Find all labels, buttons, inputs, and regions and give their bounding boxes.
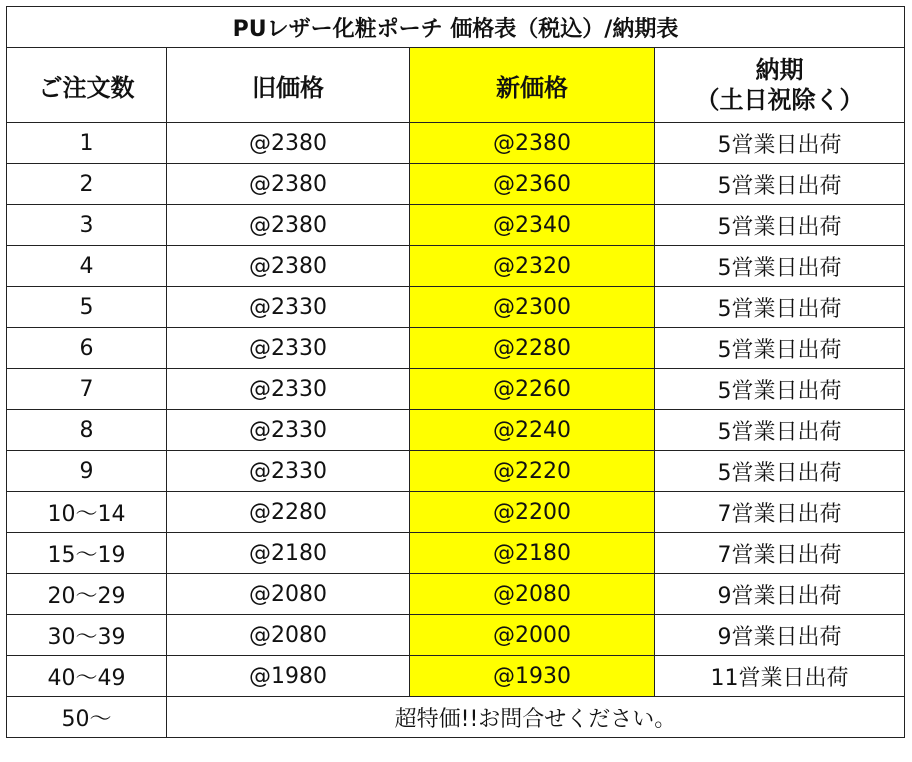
price-table-sheet [6, 6, 904, 758]
cell-new-price: @2360 [410, 164, 655, 205]
cell-quantity: 40〜49 [7, 656, 167, 697]
cell-delivery: 9営業日出荷 [655, 574, 905, 615]
header-delivery-line2: （土日祝除く） [695, 86, 864, 114]
cell-new-price: @2320 [410, 246, 655, 287]
header-quantity: ご注文数 [7, 48, 167, 123]
cell-old-price: @2330 [167, 369, 410, 410]
table-row [7, 246, 905, 287]
cell-old-price: @2080 [167, 615, 410, 656]
cell-quantity: 1 [7, 123, 167, 164]
table-row [7, 410, 905, 451]
cell-delivery: 5営業日出荷 [655, 287, 905, 328]
cell-delivery: 7営業日出荷 [655, 533, 905, 574]
cell-new-price: @2380 [410, 123, 655, 164]
cell-old-price: @2330 [167, 451, 410, 492]
cell-old-price: @2330 [167, 328, 410, 369]
table-row [7, 451, 905, 492]
cell-quantity: 9 [7, 451, 167, 492]
cell-quantity: 5 [7, 287, 167, 328]
cell-new-price: @2200 [410, 492, 655, 533]
cell-delivery: 5営業日出荷 [655, 246, 905, 287]
cell-old-price: @2380 [167, 205, 410, 246]
table-row [7, 369, 905, 410]
last-row-note: 超特価!!お問合せください。 [167, 697, 905, 738]
cell-delivery: 5営業日出荷 [655, 410, 905, 451]
cell-delivery: 11営業日出荷 [655, 656, 905, 697]
cell-new-price: @1930 [410, 656, 655, 697]
table-row [7, 287, 905, 328]
cell-new-price: @2080 [410, 574, 655, 615]
cell-quantity: 7 [7, 369, 167, 410]
header-delivery [655, 48, 905, 123]
cell-new-price: @2300 [410, 287, 655, 328]
table-row [7, 656, 905, 697]
cell-delivery: 5営業日出荷 [655, 369, 905, 410]
cell-new-price: @2180 [410, 533, 655, 574]
cell-delivery: 5営業日出荷 [655, 123, 905, 164]
cell-old-price: @2330 [167, 287, 410, 328]
table-row [7, 123, 905, 164]
last-row-quantity: 50〜 [7, 697, 167, 738]
header-delivery-line1: 納期 [755, 56, 804, 84]
cell-quantity: 8 [7, 410, 167, 451]
price-table [6, 6, 905, 738]
cell-quantity: 30〜39 [7, 615, 167, 656]
cell-delivery: 7営業日出荷 [655, 492, 905, 533]
cell-quantity: 15〜19 [7, 533, 167, 574]
table-row [7, 164, 905, 205]
cell-delivery: 5営業日出荷 [655, 451, 905, 492]
header-new-price: 新価格 [410, 48, 655, 123]
table-row [7, 205, 905, 246]
cell-new-price: @2280 [410, 328, 655, 369]
cell-old-price: @2380 [167, 123, 410, 164]
cell-old-price: @2380 [167, 164, 410, 205]
cell-delivery: 5営業日出荷 [655, 328, 905, 369]
cell-old-price: @2180 [167, 533, 410, 574]
cell-quantity: 6 [7, 328, 167, 369]
cell-quantity: 3 [7, 205, 167, 246]
cell-quantity: 20〜29 [7, 574, 167, 615]
cell-delivery: 5営業日出荷 [655, 205, 905, 246]
cell-new-price: @2240 [410, 410, 655, 451]
cell-old-price: @1980 [167, 656, 410, 697]
table-row [7, 574, 905, 615]
cell-quantity: 10〜14 [7, 492, 167, 533]
table-title: PUレザー化粧ポーチ 価格表（税込）/納期表 [7, 7, 905, 48]
table-row [7, 328, 905, 369]
header-old-price: 旧価格 [167, 48, 410, 123]
table-row [7, 533, 905, 574]
cell-old-price: @2380 [167, 246, 410, 287]
table-row [7, 492, 905, 533]
cell-delivery: 5営業日出荷 [655, 164, 905, 205]
cell-new-price: @2260 [410, 369, 655, 410]
table-row [7, 615, 905, 656]
cell-quantity: 4 [7, 246, 167, 287]
cell-quantity: 2 [7, 164, 167, 205]
cell-old-price: @2280 [167, 492, 410, 533]
cell-new-price: @2220 [410, 451, 655, 492]
cell-new-price: @2340 [410, 205, 655, 246]
cell-old-price: @2330 [167, 410, 410, 451]
cell-new-price: @2000 [410, 615, 655, 656]
cell-delivery: 9営業日出荷 [655, 615, 905, 656]
cell-old-price: @2080 [167, 574, 410, 615]
